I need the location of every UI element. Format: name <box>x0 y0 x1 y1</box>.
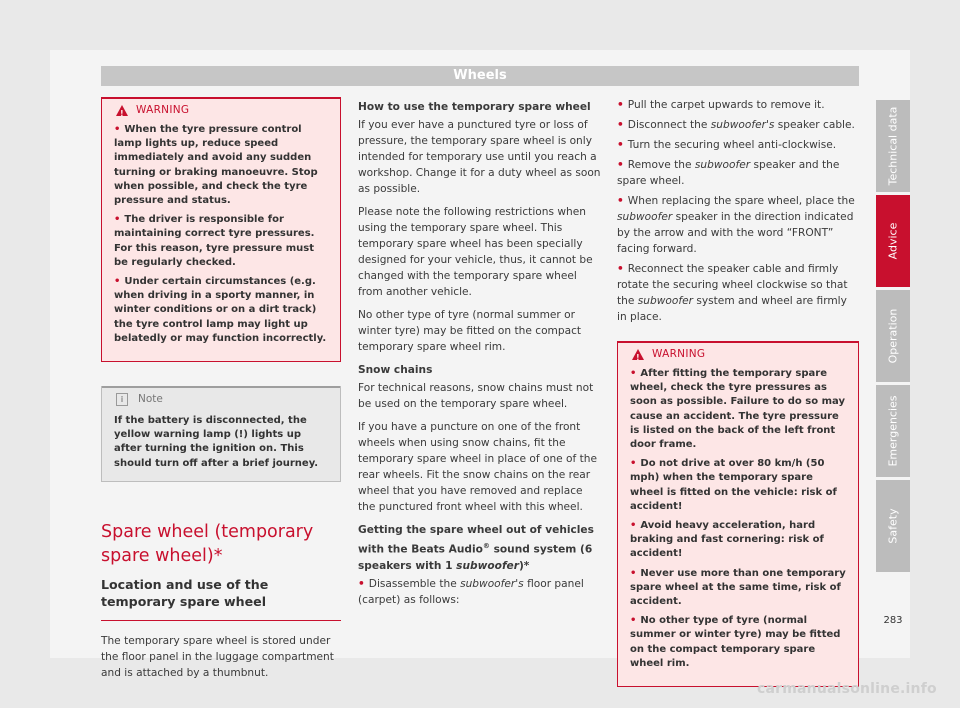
bullet-icon: • <box>114 214 121 226</box>
warning-item-text: When the tyre pressure control lamp lights up, reduce speed immediately and avoid any sudden turning or braking manoeuvre. Stop when possible, and check the tyre pressure and status. <box>114 124 318 207</box>
warning-box <box>617 341 859 687</box>
warning-header <box>102 97 340 121</box>
bullet-icon: • <box>630 567 637 579</box>
column-middle <box>358 99 603 612</box>
bullet-icon: • <box>617 263 624 275</box>
bullet-icon: • <box>114 124 121 135</box>
warning-triangle-icon <box>632 349 644 360</box>
warning-item <box>630 614 846 671</box>
bullet-icon: • <box>617 99 624 111</box>
bullet-item: • Disconnect the subwoofer's speaker cable. <box>617 119 855 131</box>
heading-beats-audio: Getting the spare wheel out of vehicles with the Beats Audio® sound system (6 speakers with 1 subwoofer)* <box>358 524 594 572</box>
paragraph: If you ever have a punctured tyre or loss of pressure, the temporary spare wheel is only intended for temporary use until you reach a workshop. Change it for a duty wheel as soon as possible. <box>358 119 601 195</box>
warning-item <box>630 457 846 514</box>
page-number: 283 <box>883 615 903 626</box>
note-box <box>101 386 341 482</box>
bullet-icon: • <box>114 276 121 288</box>
info-icon: i <box>116 393 128 406</box>
paragraph: Please note the following restrictions when using the temporary spare wheel. This temporary spare wheel has been specially designed for your vehicle, thus, it cannot be changed with the temporary spare wheel from another vehicle. <box>358 206 593 298</box>
bullet-item: • Reconnect the speaker cable and firmly rotate the securing wheel clockwise so that the subwoofer system and wheel are firmly in place. <box>617 263 848 323</box>
tab-label: Safety <box>886 508 900 544</box>
heading-use-spare: How to use the temporary spare wheel <box>358 101 591 113</box>
warning-body <box>102 121 340 361</box>
watermark: carmanualsonline.info <box>757 681 937 697</box>
bullet-icon: • <box>617 195 624 207</box>
tab-technical-data[interactable] <box>876 100 910 192</box>
page-header-title: Wheels <box>101 66 859 86</box>
warning-item-text: Avoid heavy acceleration, hard braking and fast cornering: risk of accident! <box>630 520 824 560</box>
bullet-item: • Disassemble the subwoofer's floor panel (carpet) as follows: <box>358 577 584 606</box>
heading-snow-chains: Snow chains <box>358 364 433 376</box>
warning-item-text: Do not drive at over 80 km/h (50 mph) when the temporary spare wheel is fitted on the vehicle: risk of accident! <box>630 458 837 512</box>
warning-item-text: Never use more than one temporary spare wheel at the same time, risk of accident. <box>630 567 846 608</box>
warning-item-text: Under certain circumstances (e.g. when driving in a sporty manner, in winter conditions or on a dirt track) the tyre control lamp may light up belatedly or may function incorrectly. <box>114 276 327 344</box>
tab-advice[interactable] <box>876 195 910 287</box>
tab-label: Emergencies <box>886 395 900 467</box>
warning-box <box>101 97 341 362</box>
chapter-tabs <box>876 100 910 575</box>
tab-emergencies[interactable] <box>876 385 910 477</box>
warning-triangle-icon <box>116 105 128 116</box>
tab-label: Advice <box>886 222 900 260</box>
warning-label: WARNING <box>136 104 190 116</box>
tab-label: Technical data <box>886 106 900 186</box>
bullet-icon: • <box>358 577 365 590</box>
bullet-icon: • <box>617 139 624 151</box>
paragraph: For technical reasons, snow chains must not be used on the temporary spare wheel. <box>358 382 594 410</box>
warning-item-text: After fitting the temporary spare wheel, check the tyre pressures as soon as possible. Failure to do so may cause an accident. The tyre pressure is listed on the back of the left front door frame. <box>630 368 845 451</box>
bullet-item: • Turn the securing wheel anti-clockwise. <box>617 139 837 151</box>
paragraph: If you have a puncture on one of the front wheels when using snow chains, fit the temporary spare wheel in place of one of the rear wheels. Fit the snow chains on the rear wheel that you have removed and replace the punctured front wheel with this wheel. <box>358 421 598 513</box>
tab-safety[interactable] <box>876 480 910 572</box>
warning-item <box>630 567 846 610</box>
bullet-item: • Pull the carpet upwards to remove it. <box>617 99 825 111</box>
column-right <box>617 97 859 687</box>
sub-title: Location and use of the temporary spare wheel <box>101 576 341 621</box>
bullet-item: • When replacing the spare wheel, place the subwoofer speaker in the direction indicated by the arrow and with the word “FRONT” facing forward. <box>617 195 855 255</box>
body-paragraph: The temporary spare wheel is stored under the floor panel in the luggage compartment and is attached by a thumbnut. <box>101 634 334 679</box>
bullet-icon: • <box>630 458 637 470</box>
warning-item <box>114 275 328 346</box>
warning-body <box>618 365 858 686</box>
warning-header <box>618 341 858 365</box>
section-title: Spare wheel (temporary spare wheel)* <box>101 521 314 566</box>
warning-item <box>630 519 846 562</box>
bullet-icon: • <box>630 615 637 627</box>
column-left <box>101 97 341 688</box>
note-label: Note <box>138 393 163 406</box>
paragraph: No other type of tyre (normal summer or winter tyre) may be fitted on the compact temporary spare wheel rim. <box>358 309 582 353</box>
warning-item <box>630 367 846 452</box>
bullet-icon: • <box>630 520 637 532</box>
warning-item-text: The driver is responsible for maintaining correct tyre pressures. For this reason, tyre pressure must be regularly checked. <box>114 214 315 268</box>
bullet-icon: • <box>617 159 624 171</box>
warning-item <box>114 123 328 208</box>
warning-label: WARNING <box>652 348 706 360</box>
note-header <box>102 386 340 410</box>
warning-item <box>114 213 328 270</box>
tab-operation[interactable] <box>876 290 910 382</box>
bullet-icon: • <box>617 119 624 131</box>
bullet-icon: • <box>630 368 637 379</box>
note-text: If the battery is disconnected, the yellow warning lamp (!) lights up after turning the ignition on. This should turn off after a brief journey. <box>114 415 319 469</box>
bullet-item: • Remove the subwoofer speaker and the spare wheel. <box>617 159 840 187</box>
tab-label: Operation <box>886 308 900 364</box>
warning-item-text: No other type of tyre (normal summer or winter tyre) may be fitted on the compact temporary spare wheel rim. <box>630 615 841 669</box>
